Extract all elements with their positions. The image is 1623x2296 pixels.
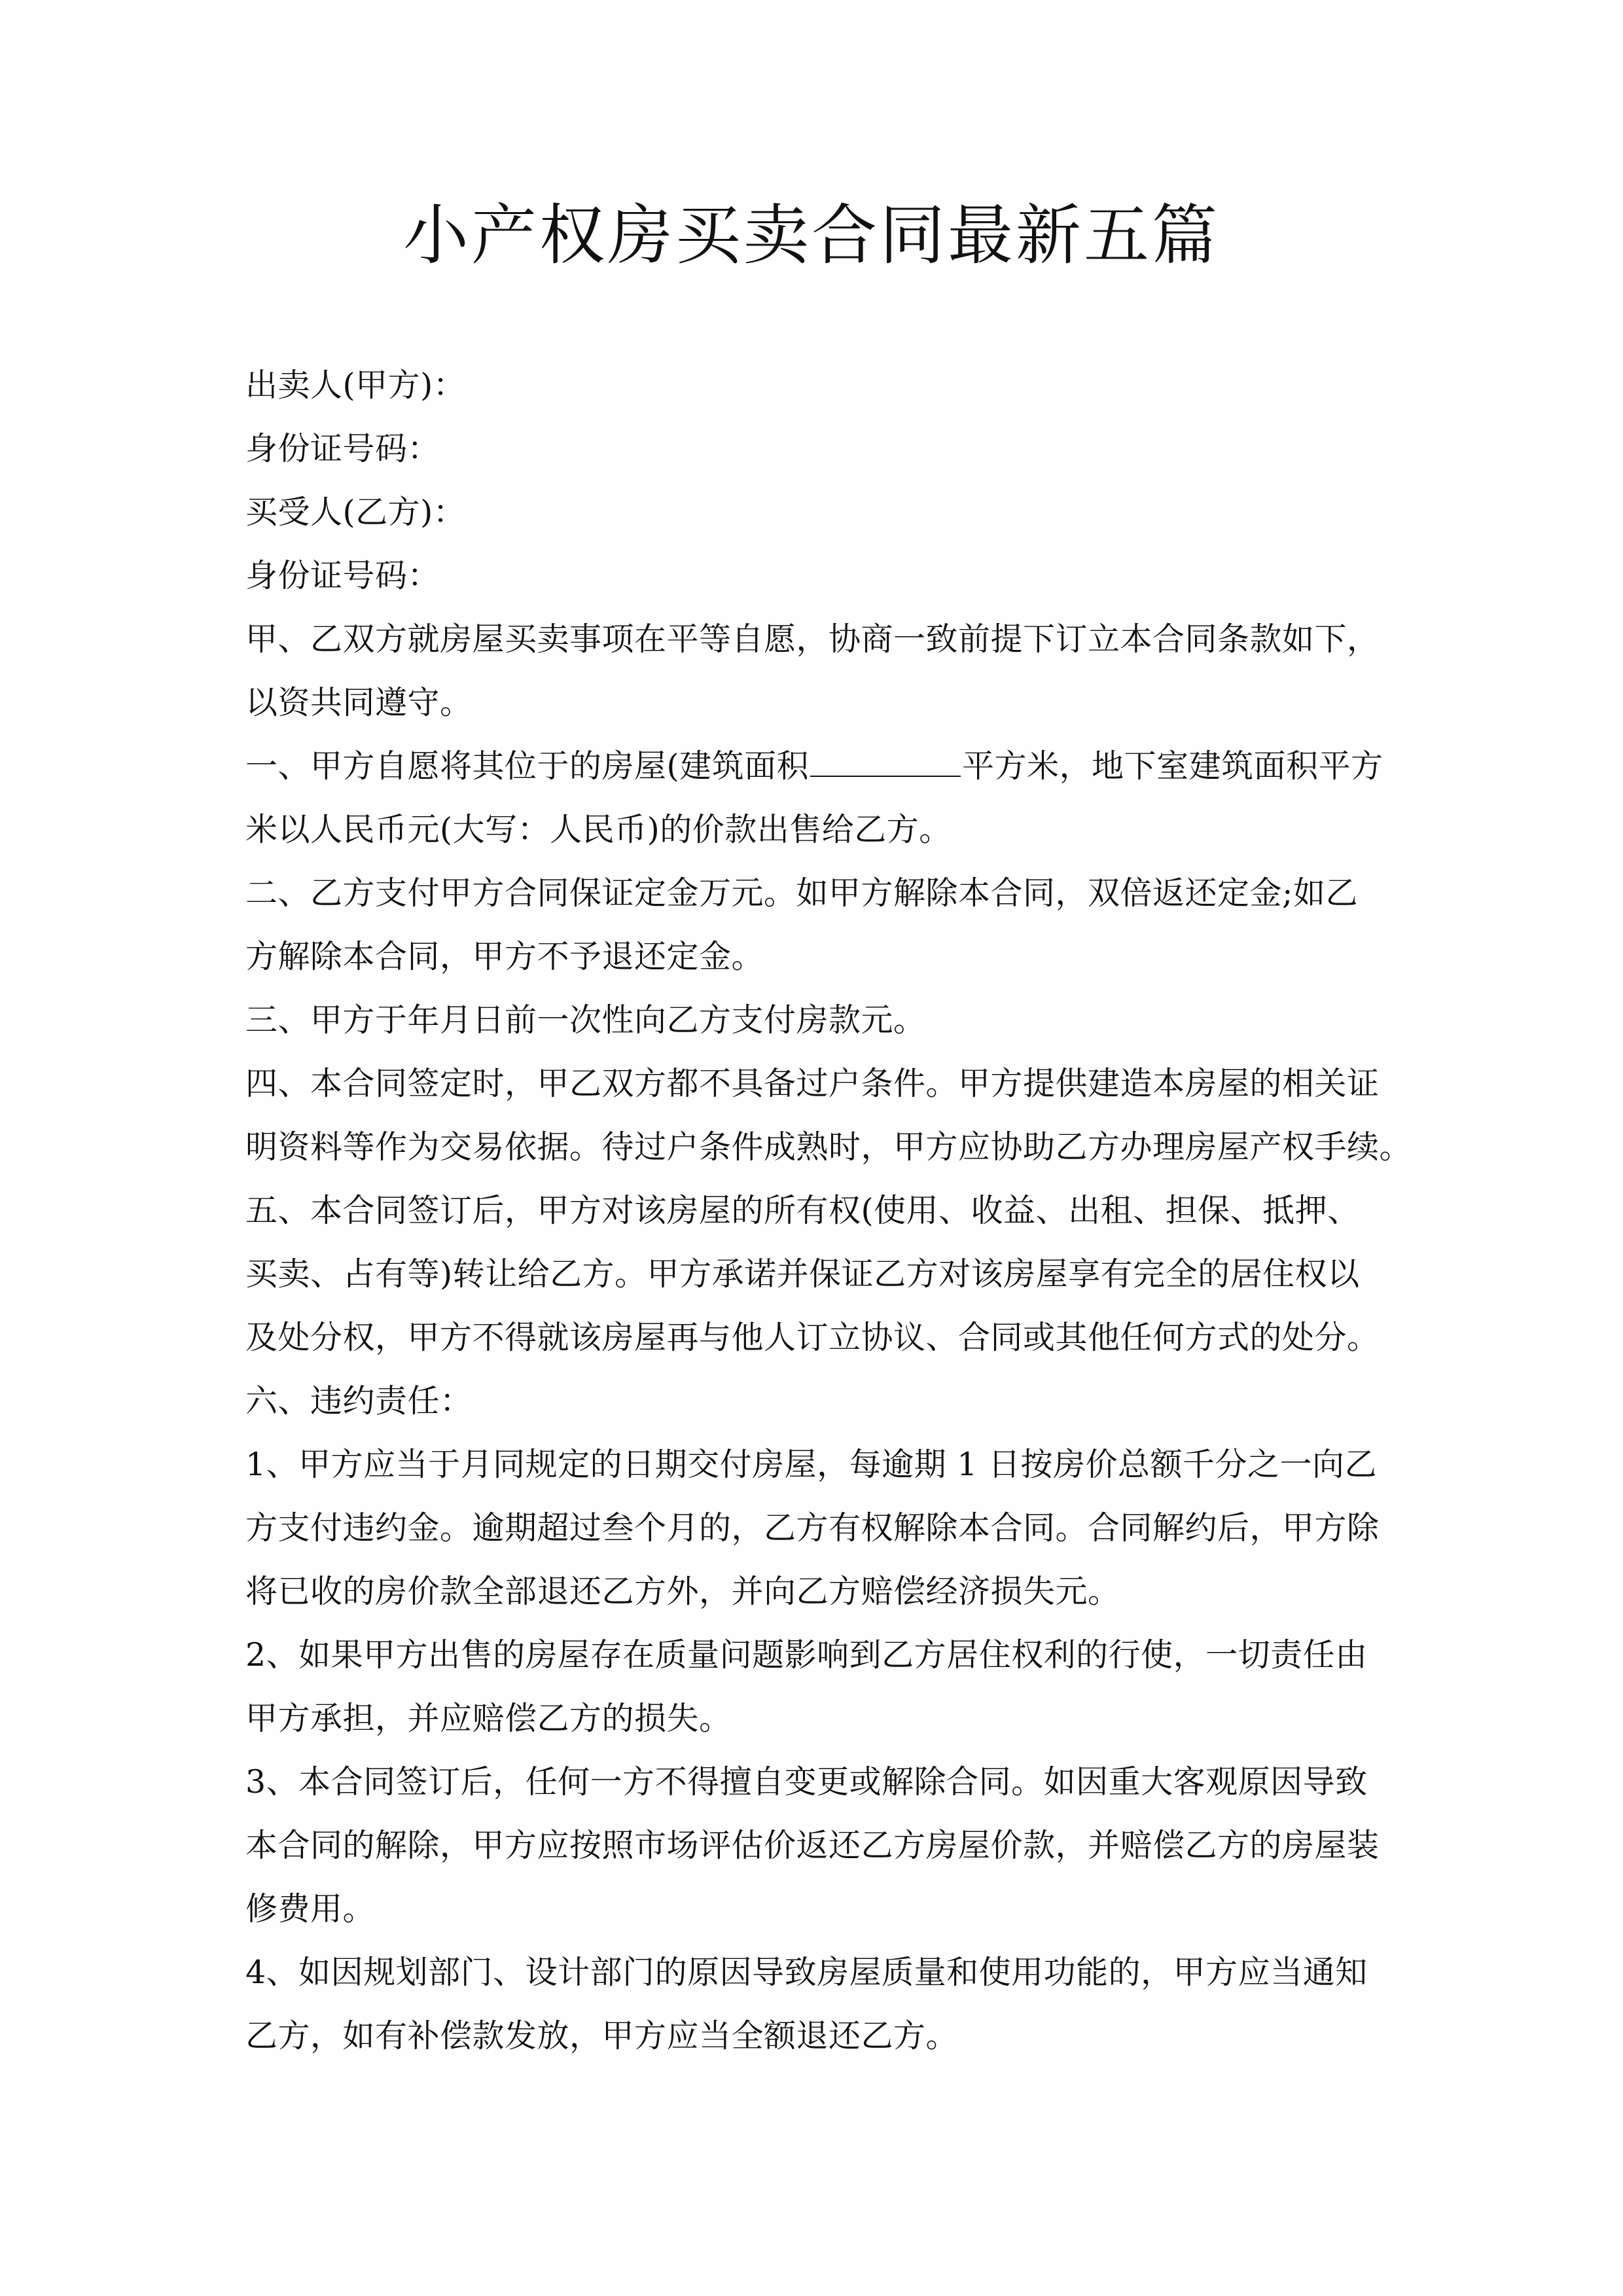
liability-item-2-line: 甲方承担，并应赔偿乙方的损失。 [245, 1700, 732, 1737]
clause-4-line: 明资料等作为交易依据。待过户条件成熟时，甲方应协助乙方办理房屋产权手续。 [245, 1128, 1412, 1166]
clause-3-line: 三、甲方于年月日前一次性向乙方支付房款元。 [245, 1001, 926, 1039]
clause-2-line: 方解除本合同，甲方不予退还定金。 [245, 938, 764, 975]
liability-item-1-line: 方支付违约金。逾期超过叁个月的，乙方有权解除本合同。合同解约后，甲方除 [245, 1509, 1380, 1547]
clause-1-text-before-blank: 一、甲方自愿将其位于的房屋(建筑面积 [245, 747, 810, 785]
seller-label: 出卖人(甲方)： [245, 367, 466, 404]
document-body [245, 353, 1412, 2068]
preamble-line: 以资共同遵守。 [245, 684, 473, 721]
liability-item-1-line: 1、甲方应当于月同规定的日期交付房屋，每逾期 1 日按房价总额千分之一向乙 [245, 1446, 1378, 1483]
liability-item-2-line: 2、如果甲方出售的房屋存在质量问题影响到乙方居住权利的行使，一切责任由 [245, 1636, 1368, 1674]
clause-1-line: 米以人民币元(大写：人民币)的价款出售给乙方。 [245, 811, 952, 848]
buyer-label: 买受人(乙方)： [245, 493, 466, 531]
liability-item-4-line: 乙方，如有补偿款发放，甲方应当全额退还乙方。 [245, 2017, 959, 2054]
clause-6-heading: 六、违约责任： [245, 1382, 473, 1420]
liability-item-4-line: 4、如因规划部门、设计部门的原因导致房屋质量和使用功能的，甲方应当通知 [245, 1954, 1368, 1991]
seller-id-label: 身份证号码： [245, 430, 440, 467]
clause-1-line [245, 734, 1397, 798]
clause-5-line: 及处分权，甲方不得就该房屋再与他人订立协议、合同或其他任何方式的处分。 [245, 1319, 1380, 1356]
liability-item-1-line: 将已收的房价款全部退还乙方外，并向乙方赔偿经济损失元。 [245, 1573, 1120, 1610]
clause-4-line: 四、本合同签定时，甲乙双方都不具备过户条件。甲方提供建造本房屋的相关证 [245, 1065, 1380, 1102]
liability-item-3-line: 本合同的解除，甲方应按照市场评估价返还乙方房屋价款，并赔偿乙方的房屋装 [245, 1827, 1380, 1864]
area-blank-field [810, 749, 961, 777]
liability-item-3-line: 3、本合同签订后，任何一方不得擅自变更或解除合同。如因重大客观原因导致 [245, 1763, 1368, 1801]
clause-1-text-after-blank: 平方米，地下室建筑面积平方 [962, 747, 1383, 785]
liability-item-3-line: 修费用。 [245, 1890, 376, 1928]
clause-5-line: 五、本合同签订后，甲方对该房屋的所有权(使用、收益、出租、担保、抵押、 [245, 1192, 1360, 1229]
clause-2-line: 二、乙方支付甲方合同保证定金万元。如甲方解除本合同，双倍返还定金;如乙 [245, 874, 1359, 912]
buyer-id-label: 身份证号码： [245, 557, 440, 594]
preamble-line: 甲、乙双方就房屋买卖事项在平等自愿，协商一致前提下订立本合同条款如下， [245, 620, 1380, 658]
clause-5-line: 买卖、占有等)转让给乙方。甲方承诺并保证乙方对该房屋享有完全的居住权以 [245, 1255, 1360, 1293]
document-title: 小产权房买卖合同最新五篇 [403, 197, 1220, 274]
